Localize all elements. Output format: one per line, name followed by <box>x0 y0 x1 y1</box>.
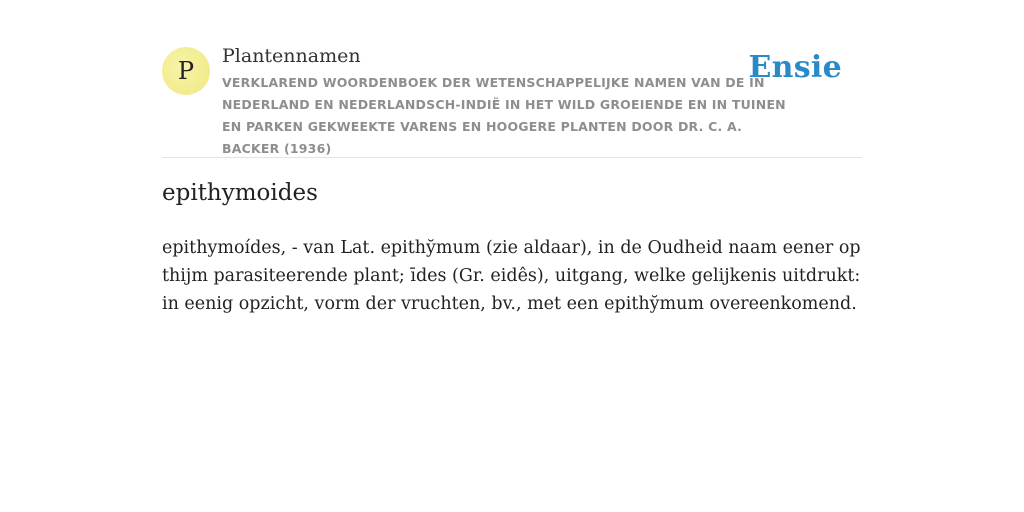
entry-title: epithymoides <box>162 180 318 206</box>
dictionary-description: VERKLAREND WOORDENBOEK DER WETENSCHAPPELIJKE NAMEN VAN DE IN NEDERLAND EN NEDERLANDSCH-INDIË IN HET WILD GROEIENDE EN IN TUINEN EN PARKEN GEKWEEKTE VARENS EN HOOGERE PLANTEN DOOR DR. C. A. BACKER (1936) <box>222 75 786 156</box>
entry-definition: epithymoídes, - van Lat. epithy̆mum (zie aldaar), in de Oudheid naam eener op thijm parasiteerende plant; īdes (Gr. eidês), uitgang, welke gelijkenis uitdrukt: in eenig opzicht, vorm der vruchten, bv., met een epithy̆mum overeenkomend. <box>162 238 861 314</box>
dictionary-name[interactable]: Plantennamen <box>222 45 361 67</box>
dictionary-badge[interactable]: P <box>162 47 210 95</box>
page-container <box>162 0 862 314</box>
dictionary-header <box>162 0 862 158</box>
ensie-logo-link[interactable]: Ensie <box>748 50 842 85</box>
